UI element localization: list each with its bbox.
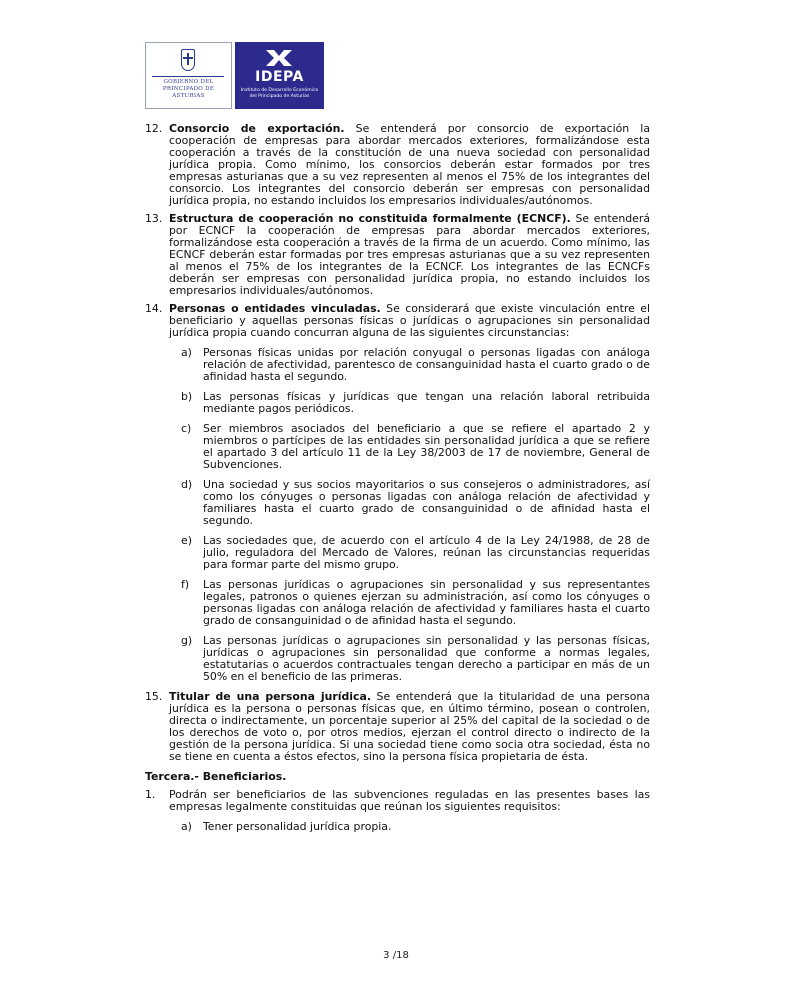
sub-item-letter: c) — [181, 422, 192, 435]
item-number: 13. — [145, 212, 163, 225]
item-text: Se considerará que existe vinculación entre el beneficiario y aquellas personas físicas o jurídicas o agrupaciones sin personalidad jurídica propia cuando concurran alguna de las siguientes circunstancias: — [169, 302, 650, 339]
definition-item-14 — [145, 303, 650, 339]
sub-item-text: Las personas jurídicas o agrupaciones sin personalidad y sus representantes legales, patronos o quienes ejerzan su administración, así como los cónyuges o personas ligadas con análoga relación de afectividad y familiares hasta el cuarto grado de consanguinidad o de afinidad hasta el segundo. — [203, 578, 650, 627]
sub-item-text: Tener personalidad jurídica propia. — [203, 820, 392, 833]
sub-item-f — [145, 579, 650, 627]
sub-item-d — [145, 479, 650, 527]
item-text: Se entenderá que la titularidad de una persona jurídica es la persona o personas físicas que, en último término, posean o controlen, directa o indirectamente, un porcentaje superior al 25% del capital de la sociedad o de los derechos de voto o, por otros medios, ejerzan el control directo o indirecto de la gestión de la persona jurídica. Si una sociedad tiene como socia otra sociedad, ésta no se tiene en cuenta a éstos efectos, sino la persona física propietaria de ésta. — [169, 690, 650, 763]
sub-item-letter: a) — [181, 820, 192, 833]
item-text: Se entenderá por ECNCF la cooperación de empresas para abordar mercados exteriores, formalizándose esta cooperación a través de la firma de un acuerdo. Como mínimo, las ECNCF deberán estar formadas por tres empresas asturianas que a su vez representen al menos el 75% de los integrantes de la ECNCF. Los integrantes de las ECNCFs deberán ser empresas con personalidad jurídica propia, no estando incluidos los empresarios individuales/autónomos. — [169, 212, 650, 297]
sub-item-letter: g) — [181, 634, 193, 647]
item-title: Estructura de cooperación no constituida formalmente (ECNCF). — [169, 212, 571, 225]
item-number: 1. — [145, 788, 156, 801]
page-number: 3 /18 — [383, 950, 409, 961]
sub-item-text: Ser miembros asociados del beneficiario a que se refiere el apartado 2 y miembros o partícipes de las entidades sin personalidad jurídica a que se refiere el apartado 3 del artículo 11 de la Ley 38/2003 de 17 de noviembre, General de Subvenciones. — [203, 422, 650, 471]
sub-item-a — [145, 347, 650, 383]
sub-item-text: Las personas jurídicas o agrupaciones sin personalidad y las personas físicas, jurídicas o agrupaciones sin personalidad que conforme a normas legales, estatutarias o acuerdos contractuales tengan derecho a participar en más de un 50% en el beneficio de las primeras. — [203, 634, 650, 683]
definition-item-15 — [145, 691, 650, 763]
idepa-subtitle: Instituto de Desarrollo Económico del Principado de Asturias — [240, 88, 319, 99]
beneficiaries-sub-item-a — [145, 821, 650, 833]
idepa-logo — [235, 42, 324, 109]
sub-item-g — [145, 635, 650, 683]
sub-item-letter: f) — [181, 578, 190, 591]
sub-item-text: Una sociedad y sus socios mayoritarios o sus consejeros o administradores, así como los cónyuges o personas ligadas con análoga relación de afectividad y familiares hasta el cuarto grado de consanguinidad o de afinidad hasta el segundo. — [203, 478, 650, 527]
sub-item-letter: d) — [181, 478, 193, 491]
item-number: 12. — [145, 122, 163, 135]
sub-item-b — [145, 391, 650, 415]
header-logos — [145, 42, 324, 109]
definition-item-12 — [145, 123, 650, 207]
sub-item-letter: e) — [181, 534, 192, 547]
item-number: 15. — [145, 690, 163, 703]
beneficiaries-item-1 — [145, 789, 650, 813]
logo-divider — [152, 76, 224, 77]
gobierno-asturias-logo — [145, 42, 232, 109]
definition-item-13 — [145, 213, 650, 297]
idepa-mark-icon — [264, 48, 294, 68]
item-text: Podrán ser beneficiarios de las subvenciones reguladas en las presentes bases las empresas legalmente constituidas que reúnan los siguientes requisitos: — [169, 788, 650, 813]
document-body — [145, 123, 650, 833]
sub-item-c — [145, 423, 650, 471]
item-title: Titular de una persona jurídica. — [169, 690, 371, 703]
idepa-name: IDEPA — [255, 69, 304, 85]
sub-item-text: Las sociedades que, de acuerdo con el artículo 4 de la Ley 24/1988, de 28 de julio, reguladora del Mercado de Valores, reúnan las circunstancias requeridas para formar parte del mismo grupo. — [203, 534, 650, 571]
item-text: Se entenderá por consorcio de exportación la cooperación de empresas para abordar mercados exteriores, formalizándose esta cooperación a través de la constitución de una nueva sociedad con personalidad jurídica propia. Como mínimo, los consorcios deberán estar formados por tres empresas asturianas que a su vez representen al menos el 75% de los integrantes del consorcio. Los integrantes del consorcio deberán ser empresas con personalidad jurídica propia, no estando incluidos los empresarios individuales/autónomos. — [169, 122, 650, 207]
crest-icon — [181, 49, 195, 71]
gov-logo-text: GOBIERNO DEL PRINCIPADO DE ASTURIAS — [162, 79, 215, 99]
item-title: Personas o entidades vinculadas. — [169, 302, 381, 315]
section-heading: Tercera.- Beneficiarios. — [145, 770, 287, 783]
sub-item-text: Personas físicas unidas por relación conyugal o personas ligadas con análoga relación de afectividad, parentesco de consanguinidad hasta el cuarto grado o de afinidad hasta el segundo. — [203, 346, 650, 383]
sub-item-text: Las personas físicas y jurídicas que tengan una relación laboral retribuida mediante pagos periódicos. — [203, 390, 650, 415]
item-number: 14. — [145, 302, 163, 315]
item-title: Consorcio de exportación. — [169, 122, 345, 135]
sub-item-letter: a) — [181, 346, 192, 359]
sub-item-letter: b) — [181, 390, 193, 403]
sub-item-e — [145, 535, 650, 571]
